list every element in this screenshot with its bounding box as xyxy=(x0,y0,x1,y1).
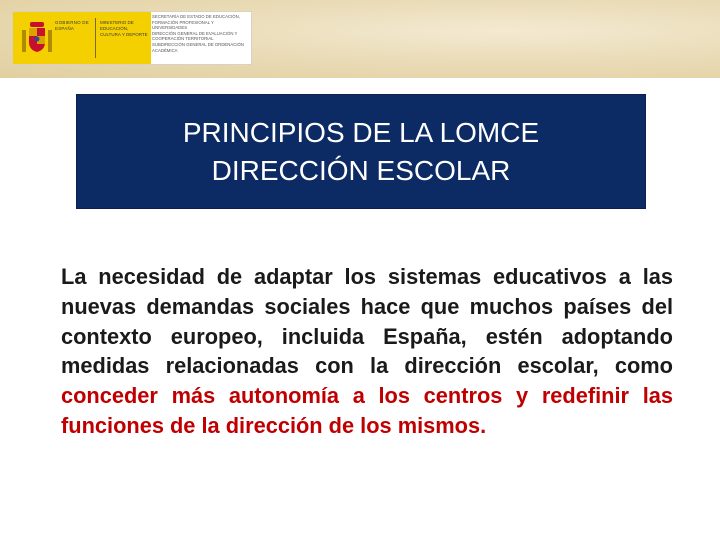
gov-label: GOBIERNO DE ESPAÑA xyxy=(55,20,89,31)
body-text-normal: La necesidad de adaptar los sistemas educativos a las nuevas demandas sociales hace que muchos países del contexto europeo, incluida España, estén adoptando medidas relacionadas con la dirección escolar, como xyxy=(61,264,673,379)
subdireccion-label: SUBDIRECCIÓN GENERAL DE ORDENACIÓN ACADÉMICA xyxy=(152,41,244,53)
spain-coat-of-arms-icon xyxy=(17,18,57,58)
secretaria-block xyxy=(152,14,248,53)
header-band xyxy=(0,0,720,78)
ministry-label: MINISTERIO DE EDUCACIÓN, CULTURA Y DEPORTE xyxy=(100,20,148,37)
logo-yellow-panel xyxy=(13,12,151,64)
direccion-label: DIRECCIÓN GENERAL DE EVALUACIÓN Y COOPERACIÓN TERRITORIAL xyxy=(152,30,238,42)
logo-divider xyxy=(95,18,96,58)
slide-title-line1: PRINCIPIOS DE LA LOMCE xyxy=(182,116,540,148)
government-logo xyxy=(12,11,252,65)
slide-title-box xyxy=(76,94,646,209)
body-paragraph xyxy=(61,262,673,441)
secretaria-label: SECRETARÍA DE ESTADO DE EDUCACIÓN, FORMACIÓN PROFESIONAL Y UNIVERSIDADES xyxy=(152,14,240,31)
slide-title-line2: DIRECCIÓN ESCOLAR xyxy=(211,154,511,186)
body-text-highlight: conceder más autonomía a los centros y redefinir las funciones de la dirección de los mismos. xyxy=(61,383,673,438)
